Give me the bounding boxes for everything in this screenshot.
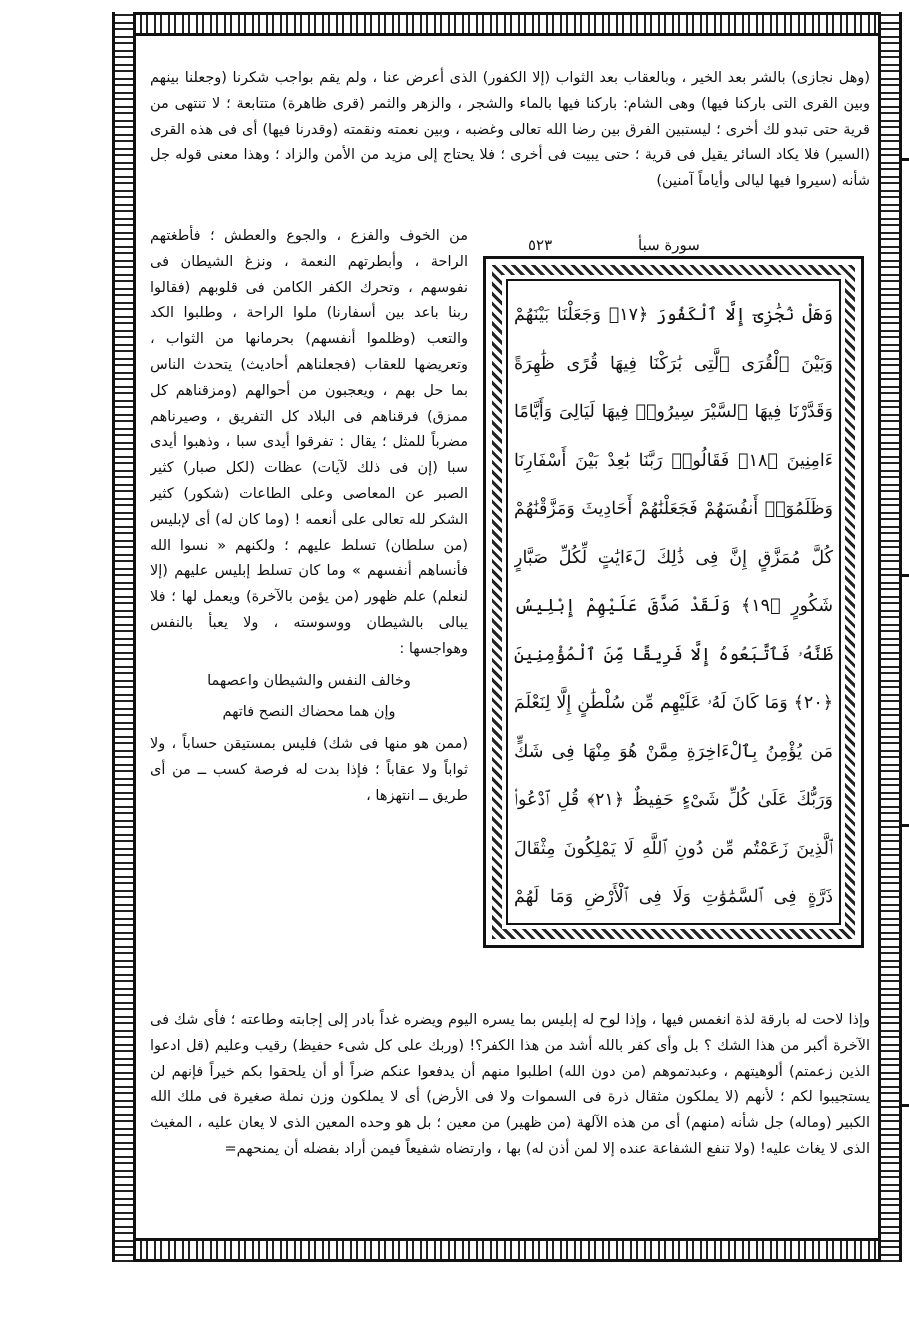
frame-left-border: [112, 12, 136, 1262]
frame-right-border: [878, 12, 902, 1262]
commentary-bottom: [150, 1008, 870, 1163]
margin-mark: [899, 824, 909, 827]
poetry-verse-1: وخالف النفس والشيطان واعصهما: [207, 672, 411, 689]
surah-name: سورة سبأ: [638, 236, 700, 254]
commentary-paragraph: (ممن هو منها فى شك) فليس بمستيقن حساباً ، ولا ثواباً ولا عقاباً ؛ فإذا بدت له فرصة كسب ــ من أى طريق ــ انتهزها ،: [150, 736, 468, 804]
surah-header: [498, 236, 848, 256]
margin-mark: [899, 158, 909, 161]
frame-bottom-border: [112, 1238, 902, 1262]
margin-mark: [899, 1104, 909, 1107]
margin-mark: [899, 574, 909, 577]
commentary-paragraph: (وهل نجازى) بالشر بعد الخير ، وبالعقاب بعد الثواب (إلا الكفور) الذى أعرض عنا ، ولم يقم بواجب شكرنا (وجعلنا بينهم وبين القرى التى باركنا فيها) وهى الشام: باركنا فيها بالماء والشجر ، والزهر والثمر (قرى ظاهرة) متتابعة ؛ لا تنتهى من قرية حتى تبدو لك أخرى ؛ ليستبين الفرق بين رضا الله تعالى وغضبه ، وبين نعمته ونقمته (وقدرنا فيها) أى فى هذه القرى (السير) فلا يكاد السائر يقيل فى قرية ؛ حتى يبيت فى أخرى ؛ فلا يحتاج إلى مزيد من الأمن والزاد ؛ وهذا معنى قوله جل شأنه (سيروا فيها ليالى وأياماً آمنين): [150, 70, 870, 190]
poetry-verse-2: وإن هما محضاك النصح فاتهم: [222, 704, 396, 721]
commentary-column: [150, 224, 468, 1009]
page-number: ٥٢٣: [528, 236, 553, 254]
commentary-paragraph: من الخوف والفزع ، والجوع والعطش ؛ فأطغتهم الراحة ، وأبطرتهم النعمة ، ونزغ الشيطان فى نفوسهم ، وتحرك الكفر الكامن فى قلوبهم (فقالوا ربنا باعد بين أسفارنا) ملوا الراحة ، وطلبوا الكد والتعب (وظلموا أنفسهم) بحرمانها من الثواب ، وتعريضها للعقاب (فجعلناهم أحاديث) يتحدث الناس بما حل بهم ، ويعجبون من أحوالهم (ومزقناهم كل ممزق) فرقناهم فى البلاد كل التفريق ، وصيرناهم مضرباً للمثل ؛ يقال : تفرقوا أيدى سبا ، وذهبوا أيدى سبا (إن فى ذلك لآيات) عظات (لكل صبار) كثير الصبر عن المعاصى وعلى الطاعات (شكور) كثير الشكر لله تعالى على أنعمه ! (وما كان له) أى لإبليس (من سلطان) تسلط عليهم ؛ ولكنهم « نسوا الله فأنساهم أنفسهم » وما كان تسلط إبليس عليهم (إلا لنعلم) علم ظهور (من يؤمن بالآخرة) ويعمل لها ؛ فلا يبالى بالشيطان ووسوسته ، ولا يعبأ بالنفس وهواجسها :: [150, 228, 468, 657]
frame-top-border: [112, 12, 902, 36]
quran-text-box: [483, 256, 864, 948]
commentary-top: [150, 66, 870, 195]
quran-verses: وَهَلْ نُجَٰزِىٓ إِلَّا ٱلْكَفُورَ ﴿١٧﴾ وَجَعَلْنَا بَيْنَهُمْ وَبَيْنَ ٱلْقُرَى ٱلَّتِى بَٰرَكْنَا فِيهَا قُرًى ظَٰهِرَةً وَقَدَّرْنَا فِيهَا ٱلسَّيْرَ سِيرُوا۟ فِيهَا لَيَالِىَ وَأَيَّامًا ءَامِنِينَ ﴿١٨﴾ فَقَالُوا۟ رَبَّنَا بَٰعِدْ بَيْنَ أَسْفَارِنَا وَظَلَمُوٓا۟ أَنفُسَهُمْ فَجَعَلْنَٰهُمْ أَحَادِيثَ وَمَزَّقْنَٰهُمْ كُلَّ مُمَزَّقٍ إِنَّ فِى ذَٰلِكَ لَءَايَٰتٍ لِّكُلِّ صَبَّارٍ شَكُورٍ ﴿١٩﴾ وَلَقَدْ صَدَّقَ عَلَيْهِمْ إِبْلِيسُ ظَنَّهُۥ فَٱتَّبَعُوهُ إِلَّا فَرِيقًا مِّنَ ٱلْمُؤْمِنِينَ ﴿٢٠﴾ وَمَا كَانَ لَهُۥ عَلَيْهِم مِّن سُلْطَٰنٍ إِلَّا لِنَعْلَمَ مَن يُؤْمِنُ بِٱلْءَاخِرَةِ مِمَّنْ هُوَ مِنْهَا فِى شَكٍّ وَرَبُّكَ عَلَىٰ كُلِّ شَىْءٍ حَفِيظٌ ﴿٢١﴾ قُلِ ٱدْعُوا۟ ٱلَّذِينَ زَعَمْتُم مِّن دُونِ ٱللَّهِ لَا يَمْلِكُونَ مِثْقَالَ ذَرَّةٍ فِى ٱلسَّمَٰوَٰتِ وَلَا فِى ٱلْأَرْضِ وَمَا لَهُمْ: [514, 305, 833, 907]
commentary-paragraph: وإذا لاحت له بارقة لذة انغمس فيها ، وإذا لوح له إبليس بما يسره اليوم ويضره غداً بادر إلى إجابته وطاعته ؛ فأى شك فى الآخرة أكبر من هذا الشك ؟ بل وأى كفر بالله أشد من هذا الكفر؟! (وربك على كل شىء حفيظ) رقيب وعليم (قل ادعوا الذين زعمتم) ألوهيتهم ، وعبدتموهم (من دون الله) اطلبوا منهم أن يدفعوا عنكم ضراً أو أن يلحقوا بكم خيراً فإنهم لن يستجيبوا لكم ؛ لأنهم (لا يملكون مثقال ذرة فى السموات ولا فى الأرض) أى لا يملكون وزن نملة صغيرة فى ملك الله الكبير (وماله) جل شأنه (منهم) أى من هذه الآلهة (من ظهير) من معين ؛ بل هو وحده المعين الذى لا يعان عليه ، المغيث الذى لا يغاث عليه! (ولا تنفع الشفاعة عنده إلا لمن أذن له) بها ، وارتضاه شفيعاً فيمن أراد بفضله أن يمنحهم=: [150, 1012, 870, 1157]
